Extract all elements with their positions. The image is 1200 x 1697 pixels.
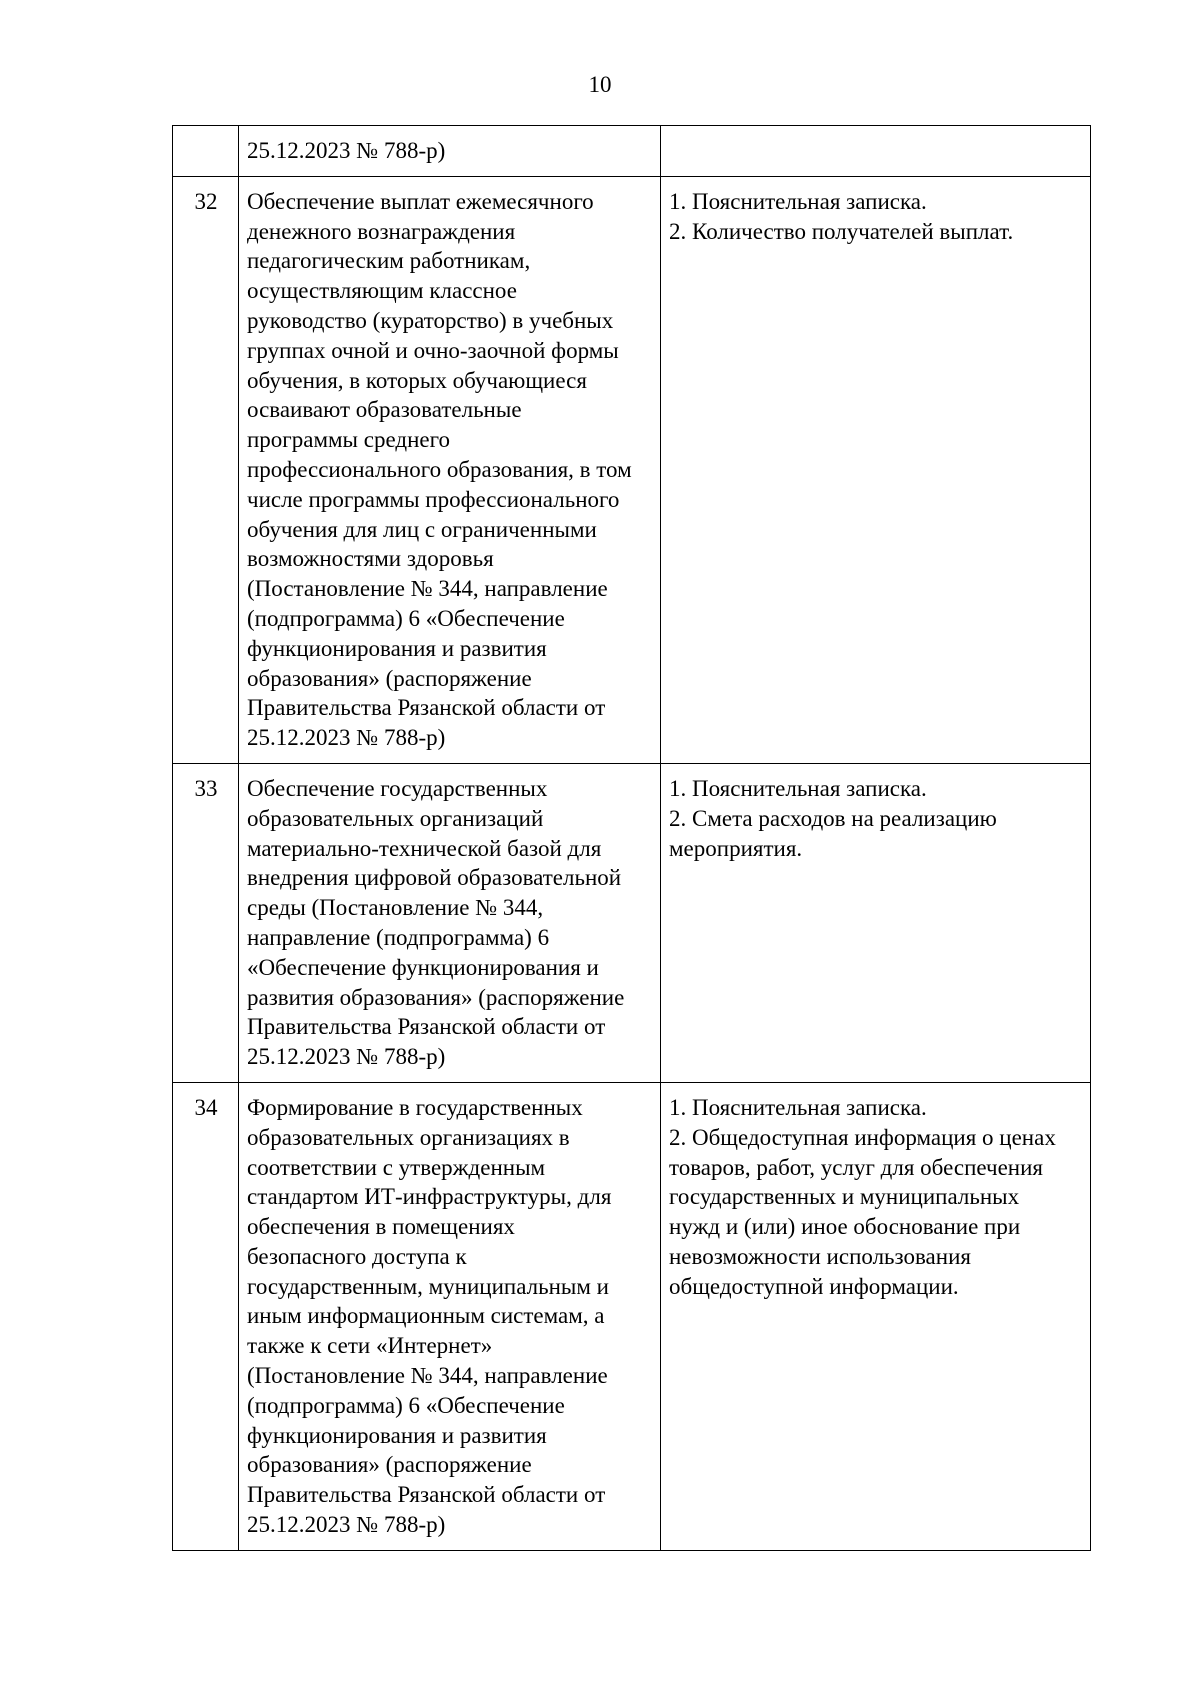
description-line: обучения для лиц с ограниченными (247, 516, 597, 542)
documents-cell (661, 1082, 1091, 1550)
description-line: руководство (кураторство) в учебных (247, 307, 614, 333)
description-line: функционирования и развития (247, 1422, 547, 1448)
description-line: числе программы профессионального (247, 486, 620, 512)
row-number-cell: 33 (173, 763, 239, 1082)
description-line: (подпрограмма) 6 «Обеспечение (247, 605, 565, 631)
description-line: Правительства Рязанской области от (247, 1014, 606, 1040)
description-line: осуществляющим классное (247, 278, 517, 304)
documents-line: 1. Пояснительная записка. (669, 188, 927, 214)
description-line: безопасного доступа к (247, 1243, 467, 1269)
table-row (173, 126, 1091, 177)
documents-line: товаров, работ, услуг для обеспечения (669, 1154, 1043, 1180)
documents-cell (661, 763, 1091, 1082)
documents-line: 1. Пояснительная записка. (669, 775, 927, 801)
description-line: иным информационным системам, а (247, 1303, 605, 1329)
description-line: Обеспечение государственных (247, 775, 548, 801)
table-row (173, 176, 1091, 763)
description-line: Обеспечение выплат ежемесячного (247, 188, 594, 214)
row-number-cell: 32 (173, 176, 239, 763)
description-line: 25.12.2023 № 788-р) (247, 1044, 446, 1070)
description-line: программы среднего (247, 427, 450, 453)
description-cell (239, 126, 661, 177)
description-line: (Постановление № 344, направление (247, 1363, 608, 1389)
description-line: образования» (распоряжение (247, 1452, 532, 1478)
description-line: внедрения цифровой образовательной (247, 865, 622, 891)
description-line: Формирование в государственных (247, 1094, 583, 1120)
documents-line: нужд и (или) иное обоснование при (669, 1214, 1021, 1240)
description-line: (Постановление № 344, направление (247, 576, 608, 602)
description-line: группах очной и очно-заочной формы (247, 337, 619, 363)
description-line: осваивают образовательные (247, 397, 522, 423)
documents-line: государственных и муниципальных (669, 1184, 1020, 1210)
description-line: соответствии с утвержденным (247, 1154, 546, 1180)
description-line: профессионального образования, в том (247, 456, 632, 482)
documents-line: 1. Пояснительная записка. (669, 1094, 927, 1120)
description-line: 25.12.2023 № 788-р) (247, 138, 446, 163)
description-line: обеспечения в помещениях (247, 1214, 515, 1240)
description-line: образовательных организаций (247, 805, 544, 831)
description-line: «Обеспечение функционирования и (247, 954, 599, 980)
description-line: Правительства Рязанской области от (247, 695, 606, 721)
description-cell (239, 763, 661, 1082)
description-line: функционирования и развития (247, 635, 547, 661)
row-number-cell (173, 126, 239, 177)
documents-line: невозможности использования (669, 1243, 971, 1269)
table-body (173, 126, 1091, 1551)
documents-line: 2. Количество получателей выплат. (669, 218, 1014, 244)
row-number-cell: 34 (173, 1082, 239, 1550)
document-table (172, 125, 1091, 1551)
description-line: (подпрограмма) 6 «Обеспечение (247, 1392, 565, 1418)
description-line: образования» (распоряжение (247, 665, 532, 691)
description-cell (239, 1082, 661, 1550)
description-line: педагогическим работникам, (247, 248, 531, 274)
description-line: образовательных организациях в (247, 1124, 570, 1150)
description-cell (239, 176, 661, 763)
description-line: Правительства Рязанской области от (247, 1482, 606, 1508)
description-line: 25.12.2023 № 788-р) (247, 1512, 446, 1538)
description-line: среды (Постановление № 344, (247, 895, 544, 921)
description-line: развития образования» (распоряжение (247, 984, 625, 1010)
description-line: направление (подпрограмма) 6 (247, 924, 550, 950)
description-line: денежного вознаграждения (247, 218, 516, 244)
description-line: обучения, в которых обучающиеся (247, 367, 587, 393)
documents-line: 2. Общедоступная информация о ценах (669, 1124, 1056, 1150)
documents-cell (661, 126, 1091, 177)
documents-cell (661, 176, 1091, 763)
description-line: возможностями здоровья (247, 546, 494, 572)
documents-line: 2. Смета расходов на реализацию (669, 805, 997, 831)
description-line: материально-технической базой для (247, 835, 602, 861)
description-line: стандартом ИТ-инфраструктуры, для (247, 1184, 612, 1210)
documents-line: общедоступной информации. (669, 1273, 959, 1299)
description-line: государственным, муниципальным и (247, 1273, 609, 1299)
documents-line: мероприятия. (669, 835, 803, 861)
table-row (173, 763, 1091, 1082)
table-row (173, 1082, 1091, 1550)
page-number: 10 (588, 72, 612, 97)
description-line: 25.12.2023 № 788-р) (247, 725, 446, 751)
description-line: также к сети «Интернет» (247, 1333, 493, 1359)
